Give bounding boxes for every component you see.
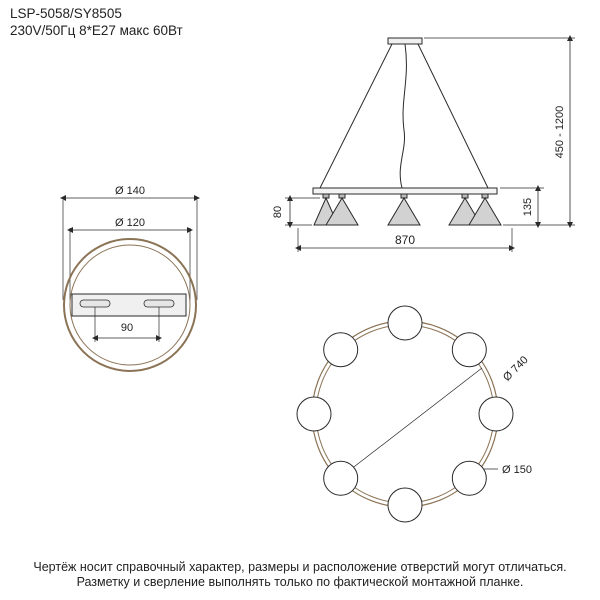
ceiling-canopy — [388, 38, 422, 44]
label-ring-diameter: Ø 740 — [501, 354, 531, 384]
suspension-cable-left — [320, 44, 392, 188]
bracket-slot-left — [80, 300, 110, 307]
label-hole-spacing: 90 — [120, 322, 134, 334]
power-cord — [400, 44, 406, 188]
label-mount-inner: Ø 120 — [115, 217, 145, 229]
globes — [297, 306, 513, 522]
globe-2 — [452, 333, 486, 367]
side-view — [285, 38, 575, 252]
globe-8 — [324, 333, 358, 367]
globe-5 — [388, 488, 422, 522]
shade-3 — [388, 194, 420, 225]
globe-3 — [479, 397, 513, 431]
label-globe-diameter: Ø 150 — [502, 464, 532, 476]
globe-4 — [452, 461, 486, 495]
globe-6 — [324, 461, 358, 495]
label-shade-height: 80 — [272, 205, 284, 219]
ring-diameter-line — [337, 368, 482, 480]
label-total-height: 450 - 1200 — [554, 105, 566, 159]
label-total-width: 870 — [394, 233, 416, 247]
globe-1 — [388, 306, 422, 340]
shade-5 — [469, 194, 501, 225]
support-bar — [313, 188, 497, 194]
bracket-slot-right — [144, 300, 174, 307]
model-number: LSP-5058/SY8505 — [10, 6, 122, 21]
label-fixture-height: 135 — [522, 197, 534, 217]
suspension-cable-right — [418, 44, 488, 188]
disclaimer-line-2: Разметку и сверление выполнять только по фактической монтажной планке. — [76, 575, 524, 589]
disclaimer-line-1: Чертёж носит справочный характер, размеры и расположение отверстий могут отличаться. — [33, 560, 567, 574]
label-mount-outer: Ø 140 — [115, 185, 145, 197]
globe-7 — [297, 397, 331, 431]
electrical-spec: 230V/50Гц 8*E27 макс 60Вт — [10, 23, 183, 38]
